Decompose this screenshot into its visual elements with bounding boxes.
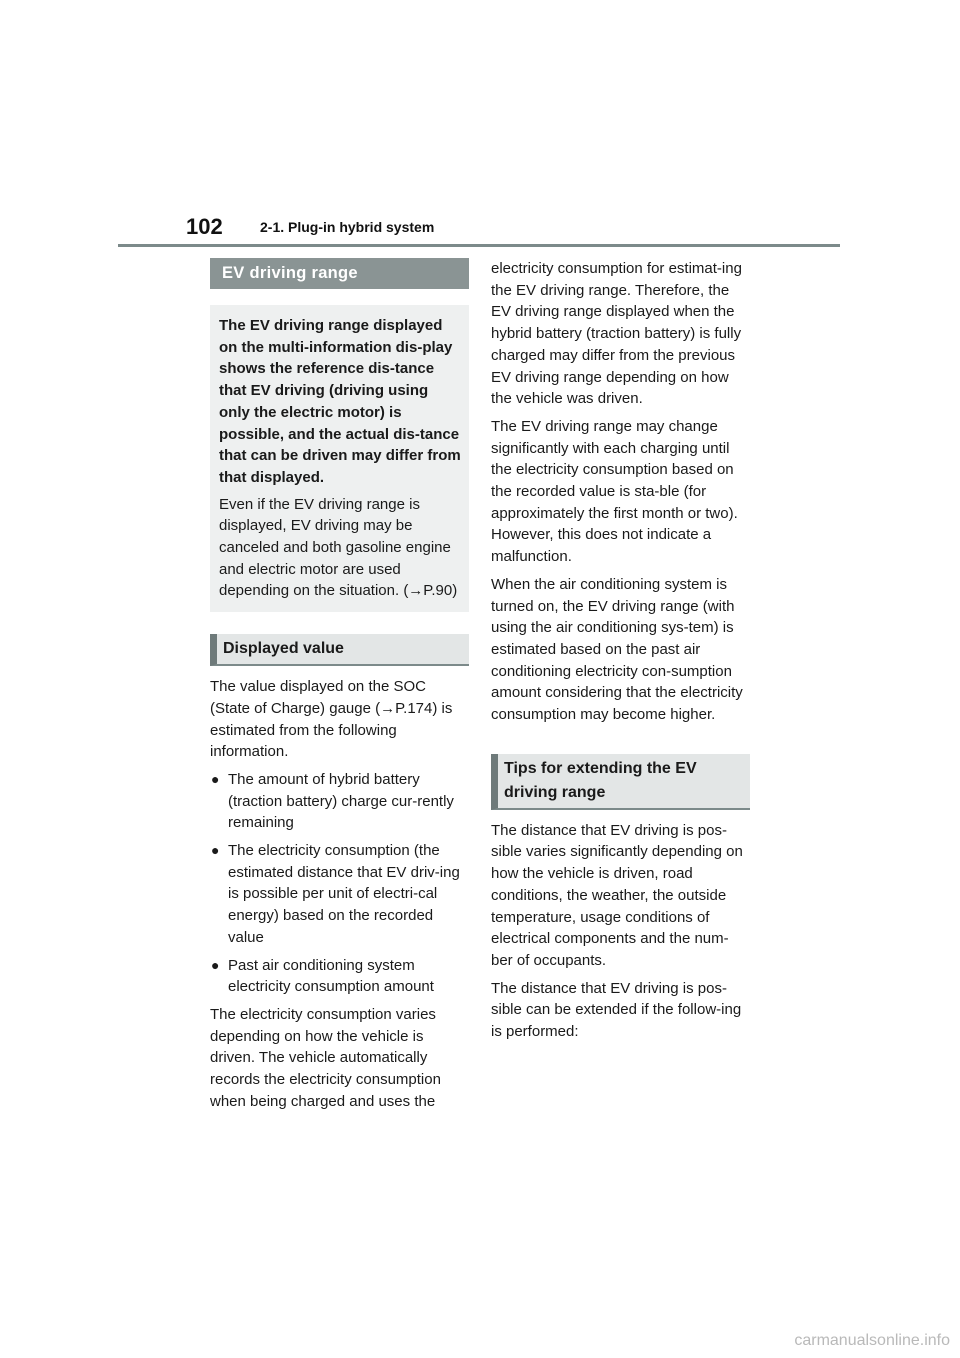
running-header: 2-1. Plug-in hybrid system xyxy=(260,219,435,235)
subheading-tips: Tips for extending the EV driving range xyxy=(491,754,750,810)
section-title-ev-driving-range: EV driving range xyxy=(210,258,469,289)
paragraph-2: The EV driving range may change significantly with each charging until the electricity consumption based on the recorded value is sta-ble (for approximately the first month or two). However, this does not indicate a malfunction. xyxy=(491,417,738,566)
left-column xyxy=(210,258,469,1119)
right-column xyxy=(491,258,750,1049)
list-item: ● The electricity consumption (the estimated distance that EV driv-ing is possible per unit of electri-cal energy) based on the recorded value xyxy=(211,842,460,946)
list-item: ● Past air conditioning system electricity consumption amount xyxy=(211,956,434,996)
paragraph-outro: The electricity consumption varies depending on how the vehicle is driven. The vehicle automatically records the electricity consumption when being charged and uses the xyxy=(210,1005,441,1110)
paragraph-3: When the air conditioning system is turned on, the EV driving range (with using the air conditioning sys-tem) is estimated based on the past air conditioning electricity con-sumption amount considering that the electricity consumption may become higher. xyxy=(491,575,743,724)
summary-box xyxy=(210,305,469,612)
bullet-icon: ● xyxy=(211,842,220,859)
summary-lead: The EV driving range displayed on the multi-information dis-play shows the reference dis-tance that EV driving (driving using only the electric motor) is possible, and the actual dis-tance that can be driven may differ from that displayed. xyxy=(219,317,461,486)
bullet-icon: ● xyxy=(211,956,220,973)
paragraph-4: The distance that EV driving is pos-sible varies significantly depending on how the vehicle is driven, road conditions, the weather, the outside temperature, usage conditions of electrical components and the num-ber of occupants. xyxy=(491,821,743,969)
list-item: ● The amount of hybrid battery (traction battery) charge cur-rently remaining xyxy=(211,770,454,832)
paragraph-1: electricity consumption for estimat-ing the EV driving range. Therefore, the EV driving range displayed when the hybrid battery (traction battery) is fully charged may differ from the previous EV driving range depending on how the vehicle was driven. xyxy=(491,260,742,408)
page-number: 102 xyxy=(186,214,223,239)
summary-body: Even if the EV driving range is displayed, EV driving may be canceled and both gasoline engine and electric motor are used depending on the situation. (→P.90) xyxy=(219,495,458,600)
paragraph-5: The distance that EV driving is pos-sible can be extended if the follow-ing is performed: xyxy=(491,979,742,1041)
paragraph-intro: The value displayed on the SOC (State of Charge) gauge (→P.174) is estimated from the following information. xyxy=(210,678,453,761)
header-rule xyxy=(118,244,840,247)
watermark: carmanualsonline.info xyxy=(794,1332,950,1349)
bullet-icon: ● xyxy=(211,770,220,787)
subheading-displayed-value: Displayed value xyxy=(210,634,469,666)
